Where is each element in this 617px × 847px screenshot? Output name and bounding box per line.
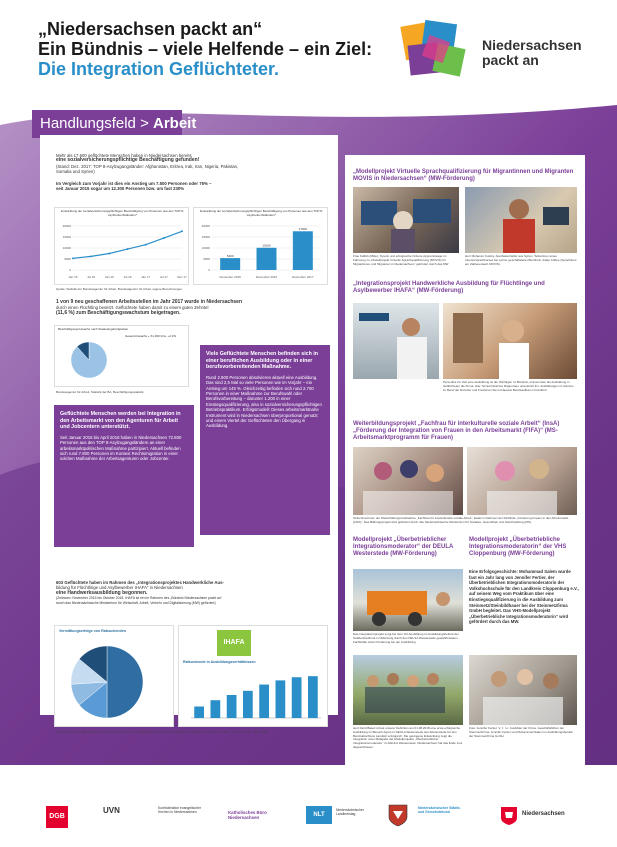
ihafa-bar	[259, 685, 269, 718]
movis-caption-2: Herr Mohamm Kutuby, Apothekenhelfer aus Syrien. Teilnehmer eines Intensivsprachkurses bei Lehrer geschäftsleiter Buchholz, dabei Coffee (Sprachkurs am Zahlenerwerb MOVIS).	[465, 254, 577, 266]
line-chart	[54, 207, 189, 285]
line-chart-point	[145, 244, 147, 246]
ihafa-title: „Integrationsprojekt Handwerkliche Ausbildung für Flüchtlinge und Asylbewerber IHAFA“ (MW-Förderung)	[353, 281, 545, 294]
insa-caption: Teilnehmerinnen der Weiterbildungsmaßnahme „Fachfrau für interkulturelle soziale Arbeit“. Exakt im Rahmen der Richtlinie „Förderung Frauen in den Arbeitsmarkt (FIFA)“. Das Bildungsprojekt wird gefördert durch das Niedersächsische Ministerium für Soziales, Gesundheit und Gleichstellung (MS).	[353, 516, 569, 524]
insa-title: Weiterbildungsprojekt „Fachfrau für interkulturelle soziale Arbeit“ (InsA) „Förderung der Integration von Frauen in den Arbeitsmarkt (FIFA)“ (MS-Arbeitsmarktprogramm für Frauen)	[353, 421, 560, 441]
line-chart-x-tick: Jan 16	[104, 275, 114, 279]
handlungsfeld-band: Handlungsfeld > Arbeit	[32, 110, 182, 138]
line-chart-svg	[55, 222, 188, 282]
line-chart-y-tick: 5000	[64, 257, 71, 262]
bar-chart-bar	[220, 258, 240, 270]
line-chart-x-tick: Jul 17	[159, 275, 168, 279]
movis-title: „Modellprojekt Virtuelle Sprachqualifizierung für Migrantinnen und Migranten MOVIS in Niedersachsen“ (MW-Förderung)	[353, 169, 574, 182]
pie-chart-1-svg	[55, 338, 188, 386]
deula-caption-2: Herr Farid Basel ist laut unserer Definition am 01.08.2018 eine erste erfolgreiche Ausbildung im Bereich Agrar im DEULA Westerstede aus Westerstede für den Berufsabschluss Landwirt erfolgreich. Die gelungene Entwicklung zeigt die Integration unter Maßgabe der Modellprojekte „Überbetrieblicher Integrationsmoderator“ im DEULA Westerstede. Niedersachsen hat das Ende Juni abgeschlossen.	[353, 726, 463, 749]
ihafa-bar-title: Ratsuchende in Ausbildungsverhältnissen	[183, 660, 256, 664]
bar-chart-svg	[194, 222, 327, 282]
chart-source: Quelle: Statistik der Bundesagentur für Arbeit, Bundesagentur für Arbeit, eigene Berechnungen	[56, 287, 182, 291]
movis-photo-1	[353, 187, 459, 253]
bar-chart-x-tick: Dezember 2016	[255, 275, 278, 279]
ihafa-logo: IHAFA	[217, 630, 251, 656]
line-chart-point	[127, 248, 129, 250]
bar-chart-x-tick: Dezember 2017	[292, 275, 314, 279]
ihafa-photo-1	[353, 303, 439, 379]
line-chart-series	[73, 231, 182, 258]
ihafa-pie-title: Vermittlungserfolge von Ratsuchenden	[59, 629, 126, 633]
niedersachsen-logo: Niedersachsen	[522, 811, 565, 817]
ihafa-pie-slice	[107, 646, 143, 718]
deula-photo-1	[353, 569, 463, 631]
konfoederation-logo: Konföderation evangelischer Kirchen in Niedersachsen	[158, 806, 201, 815]
ihafa-bar	[194, 707, 204, 719]
ihafa-caption: Personbis zur Zeit eine Ausbildung ist der Wichtigen im Bündnis, einmal unter als Ausbildung in Geflüchteten die Firma. Hier: Nimidi Ghazzal, Rapporteur unterstützt ihn. Ausbildungen im Ganzen im Beruf der Erzieher und Freshman Sie ist Hausrat Berufsaufbau in Frankfurt.	[443, 380, 574, 392]
ihafa-photo-2	[443, 303, 577, 379]
title-line-2: Ein Bündnis – viele Helfende – ein Ziel:	[38, 39, 373, 59]
ihafa-source: Gesamtzahlen der Mitarbeitenden aus Handwerkskammern, Ausbildungsberatung und Vermittlung im Rahmen von IHAFA in Zahlen von Nov. 2015 – Okt. 2018	[56, 730, 268, 734]
pie-chart-1-title: Beschäftigungszuwachs nach Staatsangehörigkeiten	[58, 327, 129, 331]
line-chart-point	[163, 237, 165, 239]
niedersachsen-crest-icon	[500, 806, 518, 826]
ihafa-bar-chart	[178, 625, 328, 727]
line-chart-x-tick: Dez 17	[177, 275, 187, 279]
ihafa-bar	[308, 676, 318, 718]
bar-chart-title: Entwicklung der sozialversicherungspflichtigen Beschäftigung von Personen aus den TOP 8-Asylherkunftsländern*	[200, 209, 323, 217]
bar-chart	[193, 207, 328, 285]
vhs-photo	[469, 655, 577, 725]
line-chart-y-tick: 15000	[62, 235, 71, 240]
line-chart-x-tick: Jul 15	[87, 275, 96, 279]
ihafa-bar	[292, 677, 302, 718]
ihafa-bar	[227, 695, 237, 718]
one-in-nine-text: 1 von 9 neu geschaffenen Arbeitsstellen im Jahr 2017 wurde in Niedersachsen durch einen Flüchtling besetzt. Geflüchtete haben damit zu einem guten Zehntel (11,6 %) zum Beschäftigungswachstum beigetragen.	[56, 299, 242, 316]
line-chart-x-tick: Jan 15	[68, 275, 78, 279]
ihafa-bar	[243, 691, 253, 718]
header	[0, 0, 617, 110]
line-chart-y-tick: 10000	[62, 246, 71, 251]
title-line-1: „Niedersachsen packt an“	[38, 19, 263, 39]
ihafa-pie-svg	[55, 640, 173, 726]
info-box-support: Geflüchtete Menschen werden bei Integration in den Arbeitsmarkt von den Agenturen für Arbeit und Jobcentern unterstützt. Seit Januar 2015 bis April 2018 haben in Niedersachsen 72.800 Personen aus den TOP 8-Asylzugangsländern an einer arbeitsmarktpolitischen Maßnahme partizipiert. Aktuell befinden sich rund 7.800 Personen im Kontext Rechtsmigration in einer solchen Maßnahme der Arbeitsagenturen oder Jobcenter.	[54, 405, 194, 547]
pie-source: Bundesagentur für Arbeit, Statistik der BA, Beschäftigungsstatistik	[56, 390, 144, 394]
bar-chart-bar	[257, 248, 277, 270]
ihafa-bar-svg	[179, 668, 327, 726]
vhs-caption: Foto: Jennifer Fertier. V. l.: n.r. Ausbilder der Firma, Geschäftsführer der Steinmetzfirma, Jennifer Fertier und Mohammad Salem im Ausbildungsbetrieb der Steinmetzfirma GmbH.	[469, 726, 573, 738]
ihafa-bar	[211, 700, 221, 718]
nlt-text: Niedersächsischer Landkreistag	[336, 808, 364, 817]
bar-chart-y-tick: 10000	[201, 246, 210, 251]
logo-text: Niedersachsen packt an	[482, 37, 582, 68]
growth-text: Im Vergleich zum Vorjahr ist dies ein Anstieg um 7.500 Personen oder 75% – seit Januar 2015 sogar um 12.300 Personen bzw. um fast 230%	[56, 181, 212, 192]
line-chart-point	[181, 230, 183, 232]
bar-chart-bar	[293, 231, 313, 270]
bar-chart-value-label: 17600	[298, 227, 308, 232]
right-panel	[345, 155, 585, 767]
bar-chart-y-tick: 15000	[201, 235, 210, 240]
ihafa-text: 603 Geflüchtete haben im Rahmen des „Integrationsprojektes Handwerkliche Aus- bildung für Flüchtlinge und Asylbewerber IHAFA“ in Niedersachsen eine Handwerksausbildung begonnen. (Zeitraum: November 2015 bis Oktober 2018, IHAFA ist ein im Rahmen des „Bündnis Niedersachsen packt an“ durch das Niedersächsische Ministerium für Wirtschaft, Arbeit, Verkehr und Digitalisierung (MW) gefördert)	[56, 580, 224, 605]
deula-photo-2	[353, 655, 463, 725]
katholisches-buero-logo: Katholisches Büro Niedersachsen	[228, 810, 267, 821]
bar-chart-y-tick: 0	[208, 268, 210, 273]
line-chart-x-tick: Jan 17	[141, 275, 151, 279]
bar-chart-y-tick: 20000	[201, 224, 210, 229]
bar-chart-y-tick: 5000	[203, 257, 210, 262]
deula-caption-1: Das Integrationsprojekt sorgt bei dem Ort Ausbildung im Ausbildungsbetrieb der Straßenbaufirma in Oldenburg durch den DEULA Westerstede gewährleisteten Fachkräfte sofort Förderung bei der Ausbildung.	[353, 632, 459, 644]
left-panel	[40, 135, 338, 734]
dgb-logo: DGB	[46, 806, 68, 828]
nsgb-logo: Niedersächsischer Städte- und Gemeindebund	[418, 806, 461, 815]
line-chart-point	[72, 257, 74, 259]
uvn-logo: UVN	[103, 806, 120, 815]
line-chart-point	[90, 255, 92, 257]
line-chart-title: Entwicklung der sozialversicherungspflichtigen Beschäftigung von Personen aus den TOP 8-Asylherkunftsländern*	[61, 209, 184, 217]
line-chart-y-tick: 0	[69, 268, 71, 273]
bar-chart-x-tick: Dezember 2015	[219, 275, 241, 279]
movis-caption-1: Frau Kaffah (Mitte), Syrerin und erfolgreiche Ordens-Apprentissage im Fahrzeug zu „Modellprojekt Virtuelle Sprachqualifizierung (MOVIS) für Migrantinnen und Migranten in Niedersachsen“ gefördert durch das MW.	[353, 254, 450, 266]
pie-chart-1-note: Gesamtzuwachs + 61.300 bzw. +2,3%	[125, 334, 177, 338]
info-box-training: Viele Geflüchtete Menschen befinden sich in einer beruflichen Ausbildung oder in einer berufsvorbereitenden Maßnahme. Rund 2.900 Personen absolvieren aktuell eine Ausbildung. Das sind 2,5 Mal so viele Personen wie im Vorjahr – ein Anstieg um 145 %. Gleichzeitig befinden sich rund 2.700 Personen in einer Maßnahme zur Berufswahl oder Berufsvorbereitung – darunter 1.200 in einer Einstiegsqualifizierung, also in sozialversicherungspflichtigen Betriebspraktikum. Erfolgsmodell: Dieses arbeitsmarktnahe Instrument wird in Niedersachsen überproportional genutzt und einem Viertel der Geflüchteten den Übergang in Ausbildung.	[200, 345, 330, 535]
coat-of-arms-icon	[387, 803, 409, 827]
insa-photo-2	[467, 447, 577, 515]
line-chart-point	[108, 253, 110, 255]
line-chart-x-tick: Jul 16	[123, 275, 132, 279]
vhs-title: Modellprojekt „Überbetriebliche Integrationsmoderatorin“ der VHS Cloppenburg (MW-Förderung)	[469, 537, 567, 557]
niedersachsen-packt-an-logo	[395, 20, 477, 80]
movis-photo-2	[465, 187, 577, 253]
bar-chart-value-label: 10100	[262, 243, 271, 248]
nlt-logo: NLT	[306, 806, 332, 824]
insa-photo-1	[353, 447, 463, 515]
pie-chart-1	[54, 325, 189, 387]
ihafa-pie-chart	[54, 625, 174, 727]
title-line-3: Die Integration Geflüchteter.	[38, 59, 280, 79]
line-chart-y-tick: 20000	[62, 224, 71, 229]
intro-text: Mehr als 17.600 geflüchtete Menschen haben in Niedersachsen bereits eine sozialversicherungspflichtige Beschäftigung gefunden! (Stand: Dez. 2017; TOP 8-Asylzugangsländer: Afghanistan, Eritrea, Irak, Iran, Nigeria, Pakistan, Somalia und Syrien)	[56, 153, 239, 175]
vhs-body: Eine Erfolgsgeschichte: Mohammad Salem wurde fast ein Jahr lang von Jennifer Fertier, der Überbetrieblichen Integrationsmoderatorin der Volkshochschule für den Landkreis Cloppenburg e.V., auf seinem Weg vom Praktikum über eine Einstiegsqualifizierung in die Ausbildung zum Steinmetz/Steinbildhauer bei der Steinmetzfirma GmbH begleitet. Das VHS-Modellprojekt „Überbetriebliche Integrationsmoderatorin“ wird gefördert durch das MW.	[469, 569, 579, 625]
bar-chart-value-label: 5400	[226, 253, 234, 258]
ihafa-bar	[276, 680, 286, 718]
deula-title: Modellprojekt „Überbetrieblicher Integrationsmoderator“ der DEULA Westerstede (MW-Förderung)	[353, 537, 454, 557]
